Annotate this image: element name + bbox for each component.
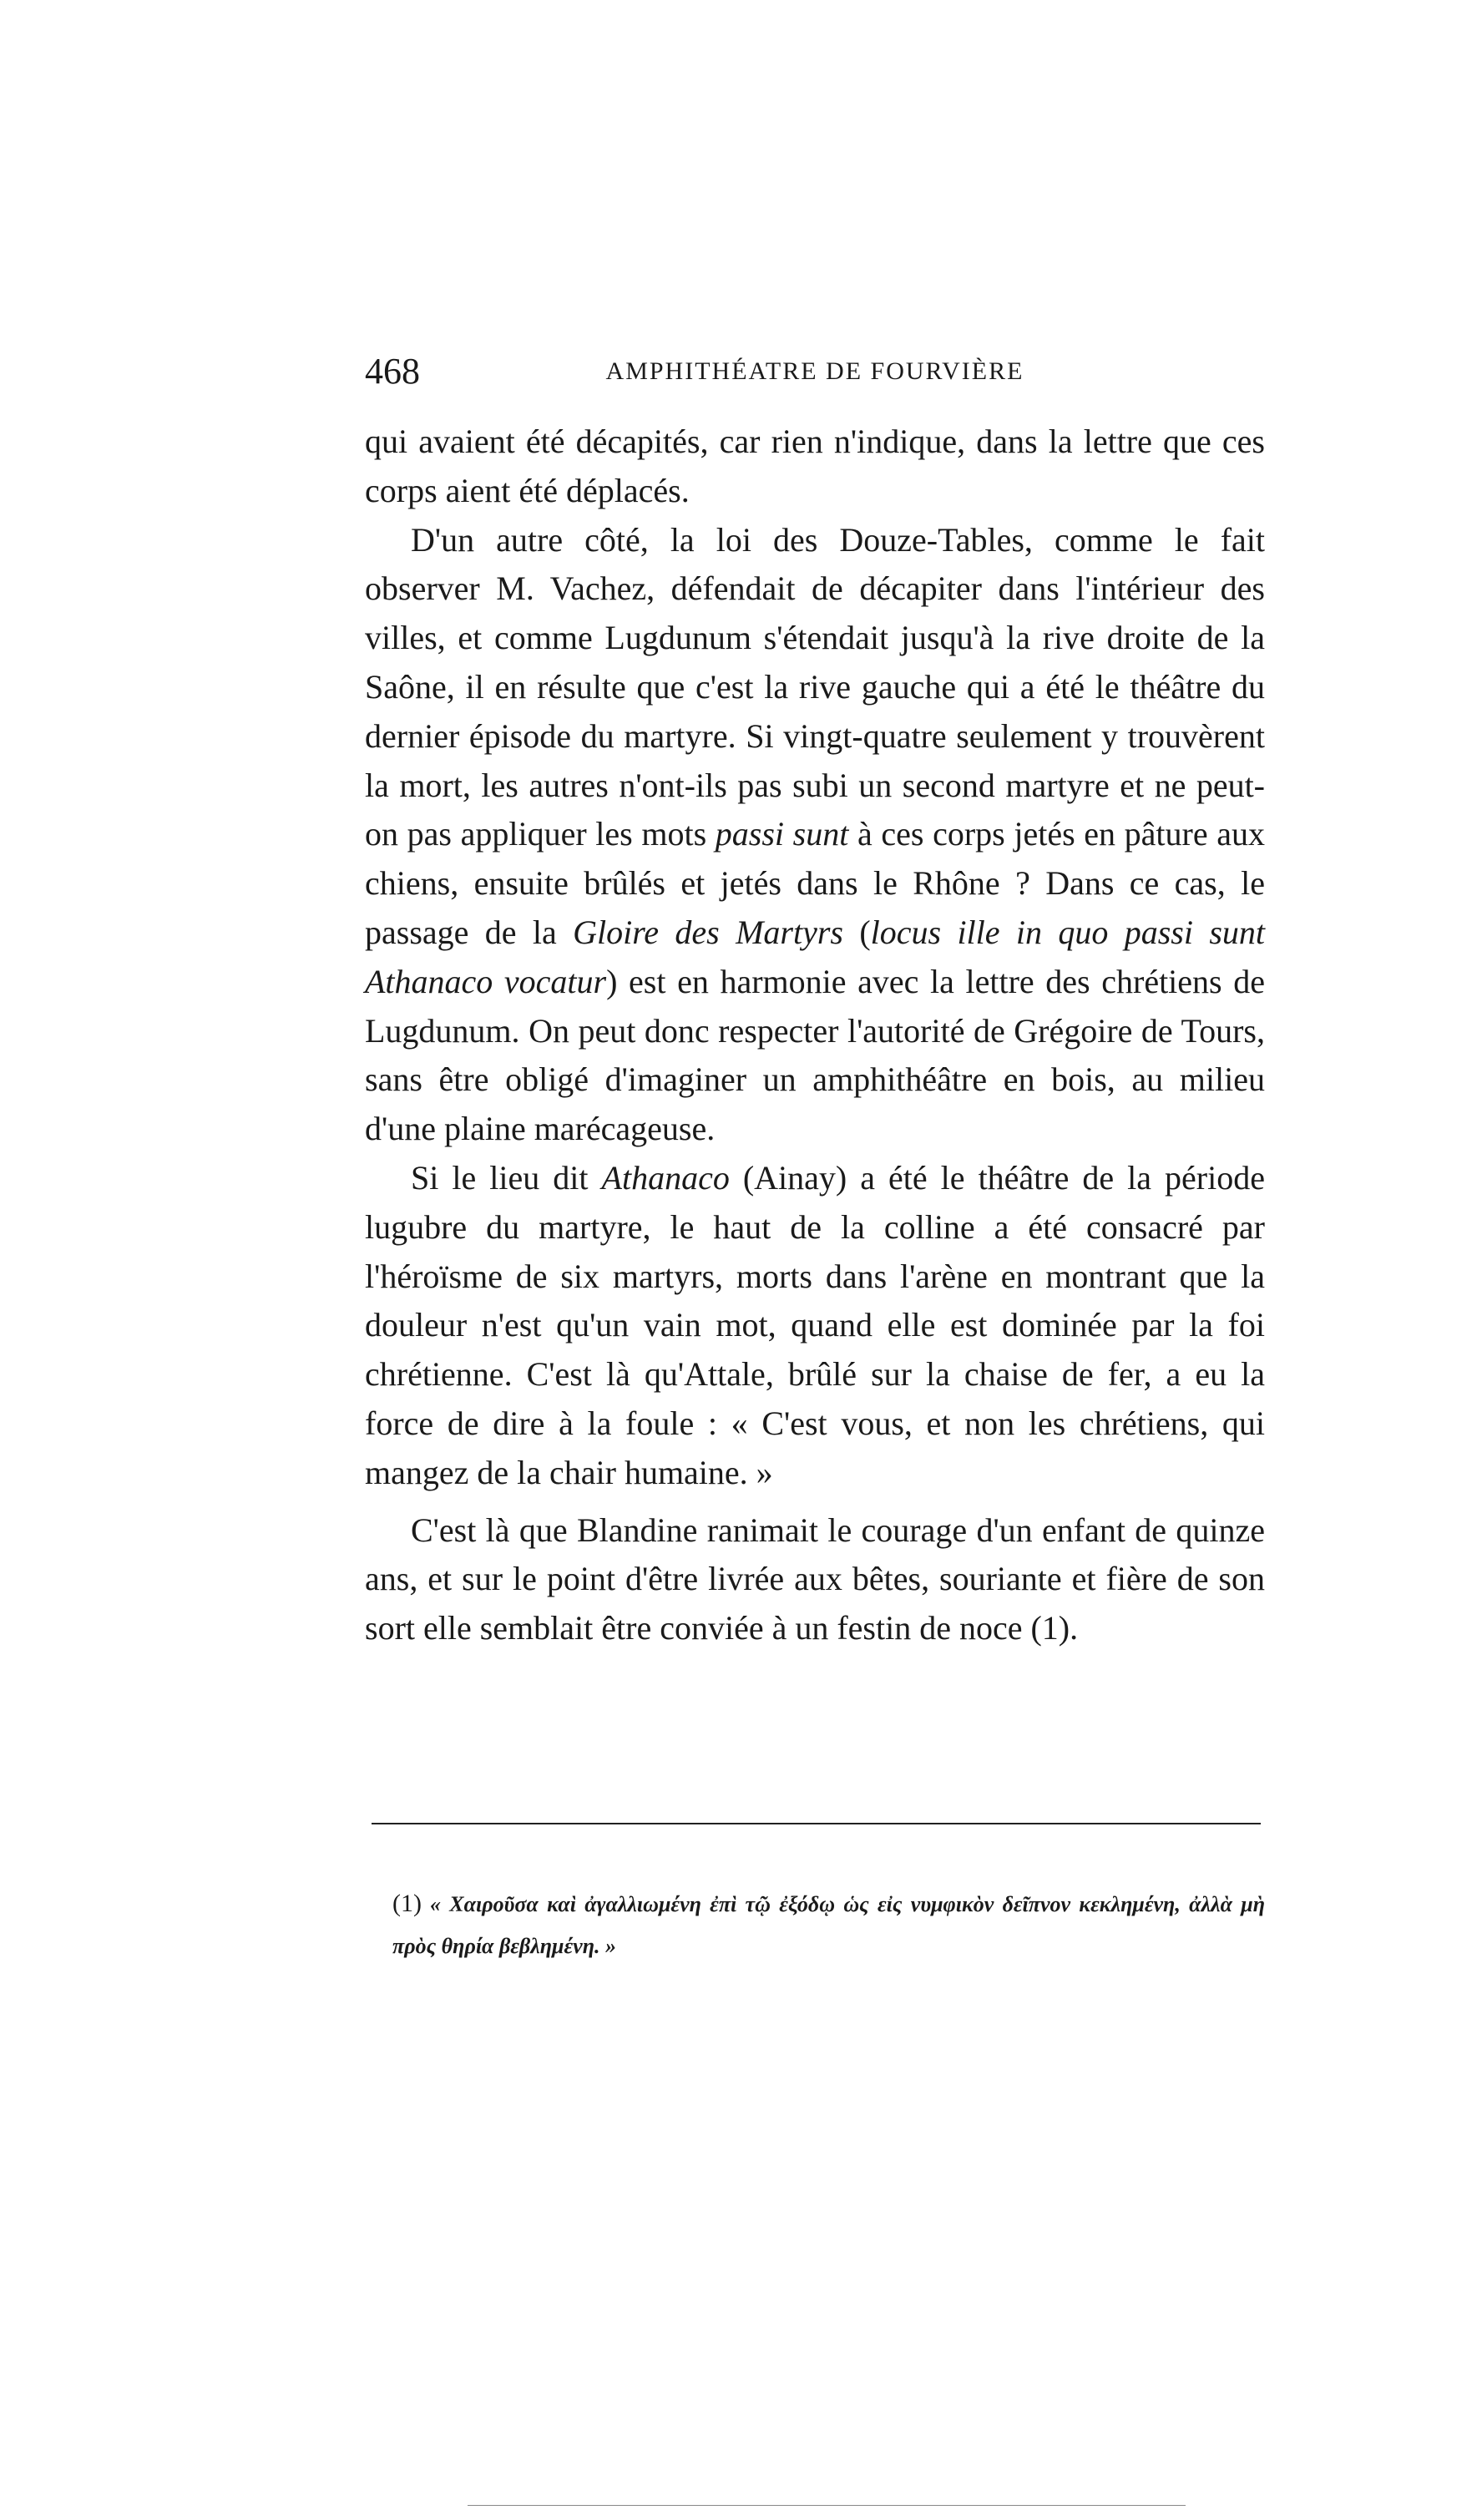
footnote-divider (372, 1823, 1261, 1824)
text-run: qui avaient été décapités, car rien n'indique, dans la lettre que ces corps aient été déplacés. (365, 423, 1265, 509)
text-run: Si le lieu dit (411, 1158, 602, 1197)
text-run: à ces corps jetés en pâture aux chiens, ensuite brûlés et jetés dans le Rhône ? Dans ce cas, le passage de la (365, 815, 1265, 951)
italic-phrase: Gloire des Martyrs (573, 913, 843, 951)
italic-phrase: passi sunt (715, 815, 849, 853)
italic-phrase: locus ille in quo passi sunt Athanaco vocatur (365, 913, 1266, 1000)
footnote-text: « Χαιροῦσα καὶ ἀγαλλιωμένη ἐπὶ τῷ ἐξόδῳ ὡς εἰς νυμφικὸν δεῖπνον κεκλημένη, ἀλλὰ μὴ πρὸς θηρία βεβλημένη. » (392, 1892, 1265, 1958)
italic-phrase: Athanaco (601, 1158, 730, 1197)
footnote (392, 1883, 1265, 1967)
running-title: AMPHITHÉATRE DE FOURVIÈRE (605, 357, 1024, 385)
text-run: C'est là que Blandine ranimait le courage d'un enfant de quinze ans, et sur le point d'être livrée aux bêtes, souriante et fière de son sort elle semblait être conviée à un festin de noce (1). (365, 1510, 1265, 1647)
text-run: D'un autre côté, la loi des Douze-Tables, comme le fait observer M. Vachez, défendait de décapiter dans l'intérieur des villes, et comme Lugdunum s'étendait jusqu'à la rive droite de la Saône, il en résulte que c'est la rive gauche qui a été le théâtre du dernier épisode du martyre. Si vingt-quatre seulement y trouvèrent la mort, les autres n'ont-ils pas subi un second martyre et ne peut-on pas appliquer les mots (365, 520, 1265, 853)
text-run: (Ainay) a été le théâtre de la période lugubre du martyre, le haut de la colline a été consacré par l'héroïsme de six martyrs, morts dans l'arène en montrant que la douleur n'est qu'un vain mot, quand elle est dominée par la foi chrétienne. C'est là qu'Attale, brûlé sur la chaise de fer, a eu la force de dire à la foule : « C'est vous, et non les chrétiens, qui mangez de la chair humaine. » (365, 1158, 1265, 1491)
text-run: ) est en harmonie avec la lettre des chrétiens de Lugdunum. On peut donc respecter l'autorité de Grégoire de Tours, sans être obligé d'imaginer un amphithéâtre en bois, au milieu d'une plaine marécageuse. (365, 962, 1265, 1148)
paragraph (365, 1506, 1265, 1653)
text-run: ( (842, 913, 871, 951)
page-bottom-rule (468, 2505, 1186, 2506)
footnote-marker: (1) (392, 1890, 422, 1917)
page-number: 468 (365, 351, 420, 392)
page-header (365, 347, 1265, 397)
paragraph (365, 417, 1265, 516)
paragraph (365, 516, 1265, 1154)
body-text (365, 417, 1265, 1653)
paragraph (365, 1154, 1265, 1498)
